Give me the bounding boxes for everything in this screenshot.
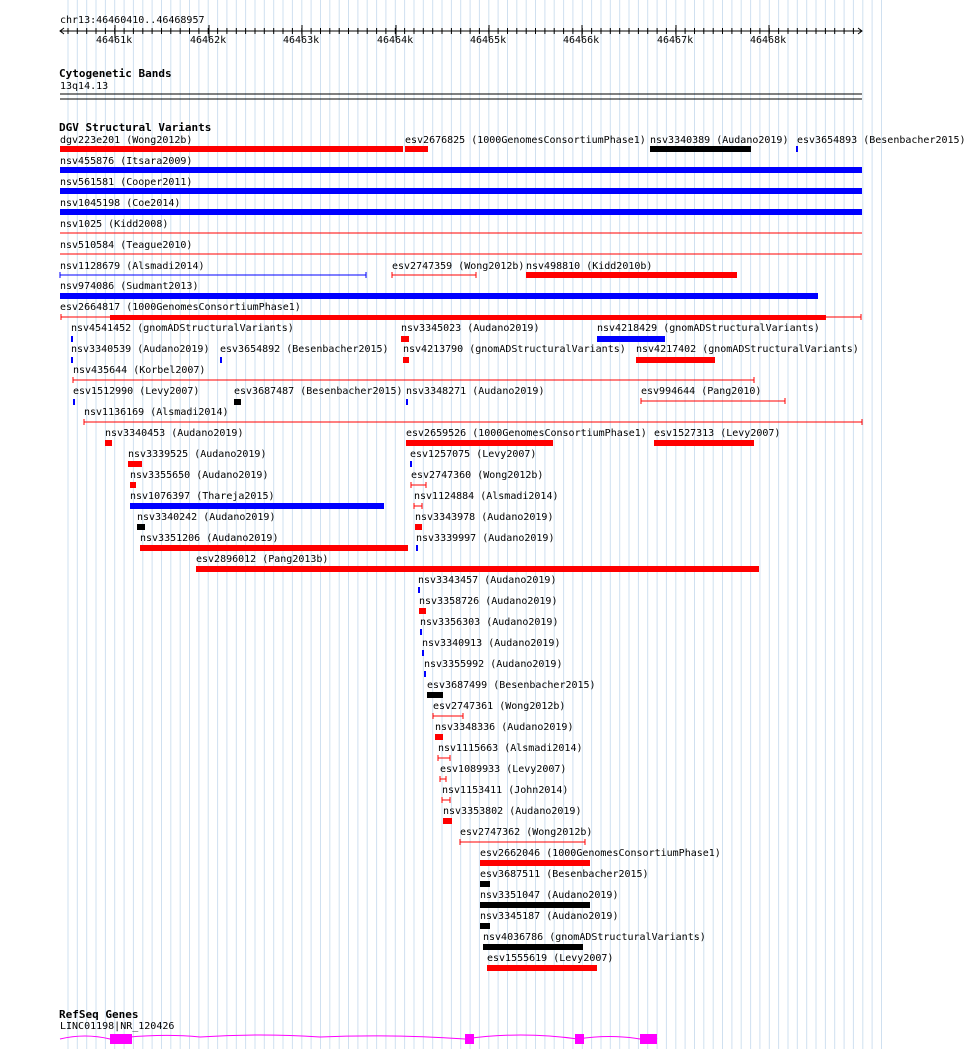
dgv-feature-bar — [140, 545, 408, 551]
dgv-feature-label[interactable]: nsv1025 (Kidd2008) — [60, 219, 169, 230]
dgv-feature-bar — [137, 524, 145, 530]
dgv-feature-label[interactable]: nsv3355992 (Audano2019) — [424, 659, 563, 670]
dgv-track-title[interactable]: DGV Structural Variants — [59, 121, 212, 134]
dgv-feature-label[interactable]: nsv498810 (Kidd2010b) — [526, 261, 653, 272]
dgv-feature-label[interactable]: esv2747360 (Wong2012b) — [411, 470, 544, 481]
ruler-tick-label: 46464k — [377, 35, 414, 46]
ruler-tick-label: 46467k — [657, 35, 694, 46]
dgv-feature-label[interactable]: nsv3348336 (Audano2019) — [435, 722, 574, 733]
dgv-feature-bar — [128, 461, 142, 467]
dgv-feature-label[interactable]: nsv3345187 (Audano2019) — [480, 911, 619, 922]
ruler-tick-label: 46461k — [96, 35, 133, 46]
dgv-feature-label[interactable]: nsv3348271 (Audano2019) — [406, 386, 545, 397]
dgv-feature-bar — [220, 357, 222, 363]
dgv-feature-bar — [422, 650, 424, 656]
ruler-location: chr13:46460410..46468957 — [60, 15, 205, 26]
dgv-feature-bar — [424, 671, 426, 677]
dgv-feature-bar — [60, 146, 403, 152]
dgv-feature-label[interactable]: esv2664817 (1000GenomesConsortiumPhase1) — [60, 302, 301, 313]
ruler-tick-label: 46468k — [750, 35, 787, 46]
dgv-feature-label[interactable]: nsv1128679 (Alsmadi2014) — [60, 261, 205, 272]
refseq-gene-label[interactable]: LINC01198|NR_120426 — [60, 1021, 175, 1032]
dgv-feature-label[interactable]: esv1257075 (Levy2007) — [410, 449, 537, 460]
ruler-tick-label: 46462k — [190, 35, 227, 46]
dgv-feature-bar — [480, 881, 490, 887]
dgv-feature-label[interactable]: esv2747361 (Wong2012b) — [433, 701, 566, 712]
dgv-feature-label[interactable]: nsv3351047 (Audano2019) — [480, 890, 619, 901]
dgv-feature-bar — [71, 357, 73, 363]
cytoband-label: 13q14.13 — [60, 81, 109, 92]
dgv-feature-bar — [60, 293, 818, 299]
dgv-feature-label[interactable]: esv3687487 (Besenbacher2015) — [234, 386, 403, 397]
refseq-exon — [110, 1034, 132, 1044]
dgv-feature-bar — [234, 399, 241, 405]
dgv-feature-label[interactable]: nsv3343457 (Audano2019) — [418, 575, 557, 586]
dgv-feature-bar — [406, 440, 553, 446]
dgv-feature-label[interactable]: nsv1153411 (John2014) — [442, 785, 569, 796]
dgv-feature-bar — [130, 503, 384, 509]
dgv-feature-label[interactable]: esv2896012 (Pang2013b) — [196, 554, 329, 565]
dgv-feature-label[interactable]: nsv3356303 (Audano2019) — [420, 617, 559, 628]
refseq-exon — [465, 1034, 474, 1044]
dgv-feature-label[interactable]: nsv561581 (Cooper2011) — [60, 177, 193, 188]
dgv-feature-bar — [435, 734, 443, 740]
dgv-feature-label[interactable]: nsv3339525 (Audano2019) — [128, 449, 267, 460]
dgv-feature-label[interactable]: nsv4217402 (gnomADStructuralVariants) — [636, 344, 859, 355]
dgv-feature-bar — [401, 336, 409, 342]
dgv-feature-bar — [130, 482, 136, 488]
dgv-feature-bar — [419, 608, 426, 614]
dgv-feature-bar — [71, 336, 73, 342]
dgv-feature-bar — [60, 188, 862, 194]
dgv-feature-bar — [416, 545, 418, 551]
dgv-feature-label[interactable]: nsv1124884 (Alsmadi2014) — [414, 491, 559, 502]
dgv-feature-label[interactable]: nsv3351206 (Audano2019) — [140, 533, 279, 544]
dgv-feature-bar — [483, 944, 583, 950]
dgv-feature-bar — [654, 440, 754, 446]
dgv-feature-label[interactable]: nsv510584 (Teague2010) — [60, 240, 193, 251]
dgv-feature-label[interactable]: esv3687511 (Besenbacher2015) — [480, 869, 649, 880]
dgv-feature-bar — [410, 461, 412, 467]
dgv-feature-bar — [110, 315, 826, 320]
ruler-tick-label: 46465k — [470, 35, 507, 46]
dgv-feature-label[interactable]: nsv3340453 (Audano2019) — [105, 428, 244, 439]
dgv-feature-label[interactable]: esv2659526 (1000GenomesConsortiumPhase1) — [406, 428, 647, 439]
dgv-feature-bar — [597, 336, 665, 342]
dgv-feature-label[interactable]: esv2662046 (1000GenomesConsortiumPhase1) — [480, 848, 721, 859]
dgv-feature-label[interactable]: nsv3340913 (Audano2019) — [422, 638, 561, 649]
dgv-feature-bar — [650, 146, 751, 152]
dgv-feature-label[interactable]: nsv1136169 (Alsmadi2014) — [84, 407, 229, 418]
refseq-exon — [575, 1034, 584, 1044]
refseq-track-title[interactable]: RefSeq Genes — [59, 1008, 139, 1021]
dgv-feature-label[interactable]: nsv1115663 (Alsmadi2014) — [438, 743, 583, 754]
dgv-feature-bar — [526, 272, 737, 278]
dgv-feature-bar — [73, 399, 75, 405]
dgv-feature-label[interactable]: esv1527313 (Levy2007) — [654, 428, 781, 439]
dgv-feature-label[interactable]: nsv3340389 (Audano2019) — [650, 135, 789, 146]
dgv-feature-bar — [480, 902, 590, 908]
dgv-feature-bar — [403, 357, 409, 363]
dgv-feature-bar — [196, 566, 759, 572]
dgv-feature-label[interactable]: esv2676825 (1000GenomesConsortiumPhase1) — [405, 135, 646, 146]
dgv-feature-bar — [796, 146, 798, 152]
dgv-feature-label[interactable]: nsv4036786 (gnomADStructuralVariants) — [483, 932, 706, 943]
dgv-feature-bar — [405, 146, 428, 152]
dgv-feature-bar — [443, 818, 452, 824]
dgv-feature-bar — [427, 692, 443, 698]
dgv-feature-bar — [415, 524, 422, 530]
dgv-feature-label[interactable]: nsv3340539 (Audano2019) — [71, 344, 210, 355]
ruler-tick-label: 46463k — [283, 35, 320, 46]
dgv-feature-label[interactable]: nsv4541452 (gnomADStructuralVariants) — [71, 323, 294, 334]
dgv-feature-bar — [480, 923, 490, 929]
dgv-feature-bar — [60, 167, 862, 173]
dgv-feature-bar — [406, 399, 408, 405]
dgv-feature-label[interactable]: esv2747362 (Wong2012b) — [460, 827, 593, 838]
dgv-feature-label[interactable]: esv1512990 (Levy2007) — [73, 386, 200, 397]
dgv-feature-label[interactable]: nsv3358726 (Audano2019) — [419, 596, 558, 607]
dgv-feature-label[interactable]: nsv3340242 (Audano2019) — [137, 512, 276, 523]
dgv-feature-label[interactable]: nsv1076397 (Thareja2015) — [130, 491, 275, 502]
dgv-feature-bar — [105, 440, 112, 446]
dgv-feature-label[interactable]: esv994644 (Pang2010) — [641, 386, 762, 397]
dgv-feature-bar — [60, 209, 862, 215]
dgv-feature-label[interactable]: esv1089933 (Levy2007) — [440, 764, 567, 775]
dgv-feature-bar — [480, 860, 590, 866]
dgv-feature-label[interactable]: nsv435644 (Korbel2007) — [73, 365, 206, 376]
dgv-feature-label[interactable]: esv2747359 (Wong2012b) — [392, 261, 525, 272]
dgv-feature-label[interactable]: nsv3353802 (Audano2019) — [443, 806, 582, 817]
dgv-feature-label[interactable]: nsv3355650 (Audano2019) — [130, 470, 269, 481]
dgv-feature-bar — [487, 965, 597, 971]
refseq-intron-line — [60, 1035, 657, 1039]
dgv-feature-label[interactable]: esv3654892 (Besenbacher2015) — [220, 344, 389, 355]
refseq-exon — [640, 1034, 657, 1044]
dgv-feature-label[interactable]: nsv3343978 (Audano2019) — [415, 512, 554, 523]
dgv-feature-bar — [636, 357, 715, 363]
dgv-feature-bar — [418, 587, 420, 593]
dgv-feature-label[interactable]: esv1555619 (Levy2007) — [487, 953, 614, 964]
dgv-feature-label[interactable]: nsv455876 (Itsara2009) — [60, 156, 193, 167]
dgv-feature-label[interactable]: nsv1045198 (Coe2014) — [60, 198, 181, 209]
cytobands-track-title[interactable]: Cytogenetic Bands — [59, 67, 172, 80]
dgv-feature-label[interactable]: esv3687499 (Besenbacher2015) — [427, 680, 596, 691]
ruler-tick-label: 46466k — [563, 35, 600, 46]
dgv-feature-bar — [420, 629, 422, 635]
dgv-feature-label[interactable]: esv3654893 (Besenbacher2015) — [797, 135, 966, 146]
dgv-feature-label[interactable]: nsv974086 (Sudmant2013) — [60, 281, 199, 292]
dgv-feature-label[interactable]: nsv3339997 (Audano2019) — [416, 533, 555, 544]
dgv-feature-label[interactable]: nsv4213790 (gnomADStructuralVariants) — [403, 344, 626, 355]
dgv-feature-label[interactable]: dgv223e201 (Wong2012b) — [60, 135, 193, 146]
dgv-feature-label[interactable]: nsv4218429 (gnomADStructuralVariants) — [597, 323, 820, 334]
dgv-feature-label[interactable]: nsv3345023 (Audano2019) — [401, 323, 540, 334]
